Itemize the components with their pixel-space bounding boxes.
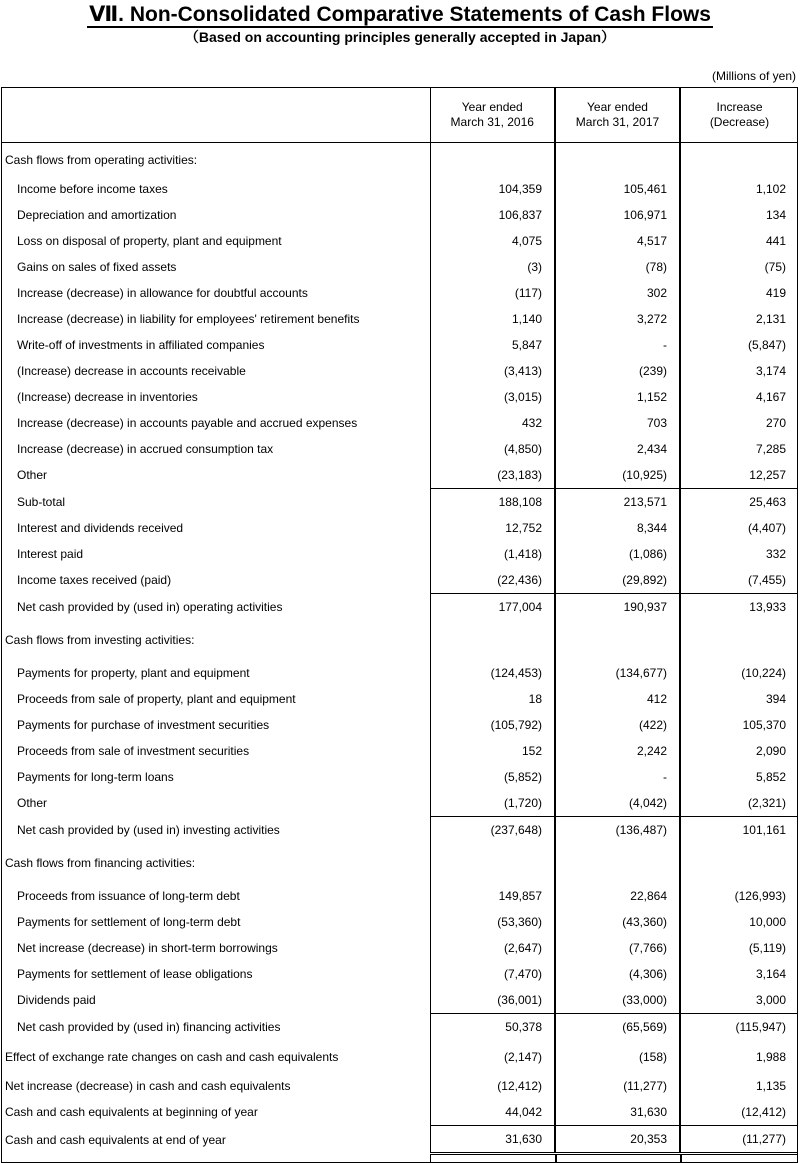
value-fy2017: (134,677)	[555, 660, 680, 686]
value-change: (2,321)	[747, 796, 786, 810]
table-row	[1, 567, 798, 594]
table-row	[1, 332, 798, 358]
table-body	[1, 143, 798, 1154]
unit-note: (Millions of yen)	[711, 69, 796, 83]
value-fy2017: 105,461	[555, 176, 680, 202]
value-fy2017: (4,306)	[555, 961, 680, 987]
value-fy2016: (117)	[430, 280, 555, 306]
value-fy2017: (1,086)	[555, 541, 680, 567]
table-row	[1, 1073, 798, 1099]
value-change: (12,412)	[741, 1105, 786, 1119]
value-change: 105,370	[742, 718, 786, 732]
value-change: 12,257	[749, 468, 786, 482]
row-label: Payments for property, plant and equipment	[17, 666, 250, 680]
value-change: 419	[765, 286, 786, 300]
value-fy2016: (4,850)	[430, 436, 555, 462]
row-label: (Increase) decrease in accounts receivable	[17, 364, 246, 378]
table-header-row	[1, 87, 798, 143]
value-fy2017: 213,571	[555, 489, 680, 516]
value-fy2017: -	[555, 332, 680, 358]
row-label: Payments for purchase of investment securities	[17, 718, 270, 732]
row-label: Gains on sales of fixed assets	[17, 260, 177, 274]
row-label: Proceeds from issuance of long-term debt	[17, 889, 240, 903]
value-change: 332	[765, 547, 786, 561]
table-row	[1, 764, 798, 790]
value-fy2017: (33,000)	[555, 987, 680, 1014]
row-label: Interest and dividends received	[17, 521, 184, 535]
value-fy2017: 302	[555, 280, 680, 306]
value-fy2017: (422)	[555, 712, 680, 738]
row-label: Other	[17, 796, 48, 811]
value-fy2016: (2,147)	[430, 1040, 555, 1073]
value-change: 3,000	[755, 993, 786, 1007]
value-fy2017: (43,360)	[555, 909, 680, 935]
value-fy2016: 1,140	[430, 306, 555, 332]
table-row	[1, 489, 798, 516]
value-fy2016: (124,453)	[430, 660, 555, 686]
row-label: Payments for settlement of long-term debt	[17, 915, 241, 929]
table-row	[1, 987, 798, 1014]
value-fy2016: 12,752	[430, 515, 555, 541]
value-change: 25,463	[680, 489, 798, 516]
value-fy2017: 703	[555, 410, 680, 436]
value-fy2016: (22,436)	[430, 567, 555, 594]
header-fy2017: Year ended March 31, 2017	[555, 87, 680, 143]
row-label: Loss on disposal of property, plant and equipment	[17, 234, 282, 248]
value-change: 1,988	[755, 1049, 786, 1064]
row-label: Other	[17, 468, 48, 483]
value-change: (7,455)	[747, 573, 786, 587]
row-label: Cash and cash equivalents at end of year	[5, 1132, 226, 1147]
table-row	[1, 883, 798, 909]
row-label: Effect of exchange rate changes on cash and cash equivalents	[5, 1049, 339, 1064]
value-change: (115,947)	[680, 1014, 798, 1041]
table-row	[1, 541, 798, 567]
value-change: 101,161	[680, 817, 798, 844]
row-label: Dividends paid	[17, 993, 96, 1008]
row-label: Depreciation and amortization	[17, 208, 177, 222]
row-label: Net increase (decrease) in short-term borrowings	[17, 941, 278, 955]
row-label: Write-off of investments in affiliated companies	[17, 338, 265, 352]
row-label: Cash flows from investing activities:	[5, 633, 195, 647]
footer-rule-mid-left	[555, 1155, 557, 1163]
value-fy2016: 44,042	[430, 1099, 555, 1126]
value-fy2016: (36,001)	[430, 987, 555, 1014]
row-label: Net cash provided by (used in) investing activities	[17, 822, 280, 837]
value-fy2016: (1,720)	[430, 790, 555, 817]
value-fy2016	[430, 843, 555, 883]
row-label: (Increase) decrease in inventories	[17, 390, 198, 404]
table-row	[1, 594, 798, 621]
table-row	[1, 686, 798, 712]
value-fy2017: 2,434	[555, 436, 680, 462]
page-subtitle: （Based on accounting principles generally accepted in Japan）	[184, 29, 616, 45]
value-fy2017: 20,353	[555, 1126, 680, 1154]
table-row	[1, 790, 798, 817]
value-fy2017	[555, 143, 680, 177]
value-fy2017: -	[555, 764, 680, 790]
value-change: 13,933	[680, 594, 798, 621]
value-fy2016: (7,470)	[430, 961, 555, 987]
value-change: 2,131	[755, 312, 786, 326]
row-label: Net cash provided by (used in) operating activities	[17, 599, 283, 614]
value-change: 5,852	[755, 770, 786, 784]
table-row	[1, 1040, 798, 1073]
table-row	[1, 660, 798, 686]
row-label: Net cash provided by (used in) financing activities	[17, 1019, 281, 1034]
value-fy2017: (10,925)	[555, 462, 680, 489]
value-fy2016: 18	[430, 686, 555, 712]
row-label: Cash and cash equivalents at beginning of year	[5, 1105, 258, 1120]
value-fy2017: 412	[555, 686, 680, 712]
row-label: Income taxes received (paid)	[17, 573, 172, 588]
row-label: Proceeds from sale of investment securities	[17, 744, 250, 758]
value-change: 10,000	[749, 915, 786, 929]
row-label: Increase (decrease) in liability for employees' retirement benefits	[17, 312, 360, 326]
value-change	[680, 620, 798, 660]
value-fy2016: (105,792)	[430, 712, 555, 738]
header-change: Increase (Decrease)	[680, 87, 798, 143]
value-fy2017: (78)	[555, 254, 680, 280]
value-fy2017: 190,937	[555, 594, 680, 621]
value-change: 134	[765, 208, 786, 222]
value-fy2016: (23,183)	[430, 462, 555, 489]
value-fy2017: 4,517	[555, 228, 680, 254]
value-fy2016: 5,847	[430, 332, 555, 358]
value-fy2017: (7,766)	[555, 935, 680, 961]
value-change: (4,407)	[747, 521, 786, 535]
value-change: (10,224)	[741, 666, 786, 680]
value-fy2017	[555, 843, 680, 883]
value-fy2016: (3,413)	[430, 358, 555, 384]
value-fy2017: (29,892)	[555, 567, 680, 594]
value-fy2016	[430, 620, 555, 660]
table-row	[1, 384, 798, 410]
value-change: 3,174	[755, 364, 786, 378]
value-fy2016: (3,015)	[430, 384, 555, 410]
table-row	[1, 909, 798, 935]
value-change: 4,167	[755, 390, 786, 404]
value-fy2017: (158)	[555, 1040, 680, 1073]
value-fy2016	[430, 143, 555, 177]
value-fy2017: (4,042)	[555, 790, 680, 817]
header-fy2016: Year ended March 31, 2016	[430, 87, 555, 143]
value-fy2017: 8,344	[555, 515, 680, 541]
value-fy2017	[555, 620, 680, 660]
value-change: (5,847)	[747, 338, 786, 352]
row-label: Interest paid	[17, 547, 84, 561]
table-row	[1, 462, 798, 489]
value-fy2016: 50,378	[430, 1014, 555, 1041]
table-row	[1, 228, 798, 254]
value-fy2016: (53,360)	[430, 909, 555, 935]
table-row	[1, 143, 798, 177]
table-row	[1, 358, 798, 384]
value-fy2016: (5,852)	[430, 764, 555, 790]
value-fy2016: (237,648)	[430, 817, 555, 844]
table-row	[1, 817, 798, 844]
value-change: 394	[765, 692, 786, 706]
row-label: Proceeds from sale of property, plant and equipment	[17, 692, 296, 706]
value-change: 1,135	[755, 1079, 786, 1093]
table-row	[1, 436, 798, 462]
row-label: Net increase (decrease) in cash and cash equivalents	[5, 1079, 291, 1093]
value-change: 3,164	[755, 967, 786, 981]
table-row	[1, 176, 798, 202]
row-label: Increase (decrease) in accrued consumption tax	[17, 442, 274, 456]
value-fy2016: 177,004	[430, 594, 555, 621]
value-fy2016: (2,647)	[430, 935, 555, 961]
value-change	[680, 143, 798, 177]
value-change: 1,102	[755, 182, 786, 196]
table-row	[1, 410, 798, 436]
value-fy2016: (1,418)	[430, 541, 555, 567]
value-fy2016: 188,108	[430, 489, 555, 516]
table-row	[1, 306, 798, 332]
value-change: (11,277)	[680, 1126, 798, 1154]
row-label: Income before income taxes	[17, 182, 168, 196]
row-label: Cash flows from operating activities:	[5, 152, 198, 167]
table-row	[1, 254, 798, 280]
value-fy2016: 104,359	[430, 176, 555, 202]
footer-rule-mid-right	[680, 1155, 682, 1163]
table-row	[1, 515, 798, 541]
table-row	[1, 1014, 798, 1041]
row-label: Payments for long-term loans	[17, 770, 174, 784]
footer-rule-left	[430, 1155, 431, 1163]
table-row	[1, 712, 798, 738]
value-change: (75)	[764, 260, 786, 274]
value-fy2016: 149,857	[430, 883, 555, 909]
value-change: 270	[765, 416, 786, 430]
table-row	[1, 738, 798, 764]
header-label-cell	[1, 87, 430, 143]
value-change: 2,090	[755, 744, 786, 758]
value-fy2017: (65,569)	[555, 1014, 680, 1041]
value-fy2016: 432	[430, 410, 555, 436]
page-title: Ⅶ. Non-Consolidated Comparative Statements of Cash Flows	[89, 3, 711, 26]
table-row	[1, 1126, 798, 1154]
value-fy2016: 152	[430, 738, 555, 764]
row-label: Cash flows from financing activities:	[5, 856, 196, 870]
value-fy2016: (12,412)	[430, 1073, 555, 1099]
value-fy2016: 31,630	[430, 1126, 555, 1154]
value-fy2017: (136,487)	[555, 817, 680, 844]
table-row	[1, 961, 798, 987]
table-row	[1, 935, 798, 961]
value-change	[680, 843, 798, 883]
row-label: Increase (decrease) in accounts payable and accrued expenses	[17, 416, 358, 430]
row-label: Sub-total	[17, 494, 66, 509]
value-fy2017: 1,152	[555, 384, 680, 410]
value-fy2017: 31,630	[555, 1099, 680, 1126]
value-fy2017: 2,242	[555, 738, 680, 764]
value-fy2017: (11,277)	[555, 1073, 680, 1099]
table-row	[1, 202, 798, 228]
value-fy2016: 106,837	[430, 202, 555, 228]
value-change: (5,119)	[748, 941, 786, 955]
row-label: Increase (decrease) in allowance for doubtful accounts	[17, 286, 308, 300]
value-fy2016: (3)	[430, 254, 555, 280]
table-row	[1, 280, 798, 306]
value-fy2017: 106,971	[555, 202, 680, 228]
table-row	[1, 843, 798, 883]
value-change: 441	[765, 234, 786, 248]
value-fy2017: (239)	[555, 358, 680, 384]
value-fy2017: 3,272	[555, 306, 680, 332]
value-change: 7,285	[755, 442, 786, 456]
value-change: (126,993)	[734, 889, 786, 903]
table-row	[1, 620, 798, 660]
row-label: Payments for settlement of lease obligations	[17, 967, 253, 981]
value-fy2017: 22,864	[555, 883, 680, 909]
cash-flow-table	[1, 87, 798, 1155]
table-row	[1, 1099, 798, 1126]
value-fy2016: 4,075	[430, 228, 555, 254]
